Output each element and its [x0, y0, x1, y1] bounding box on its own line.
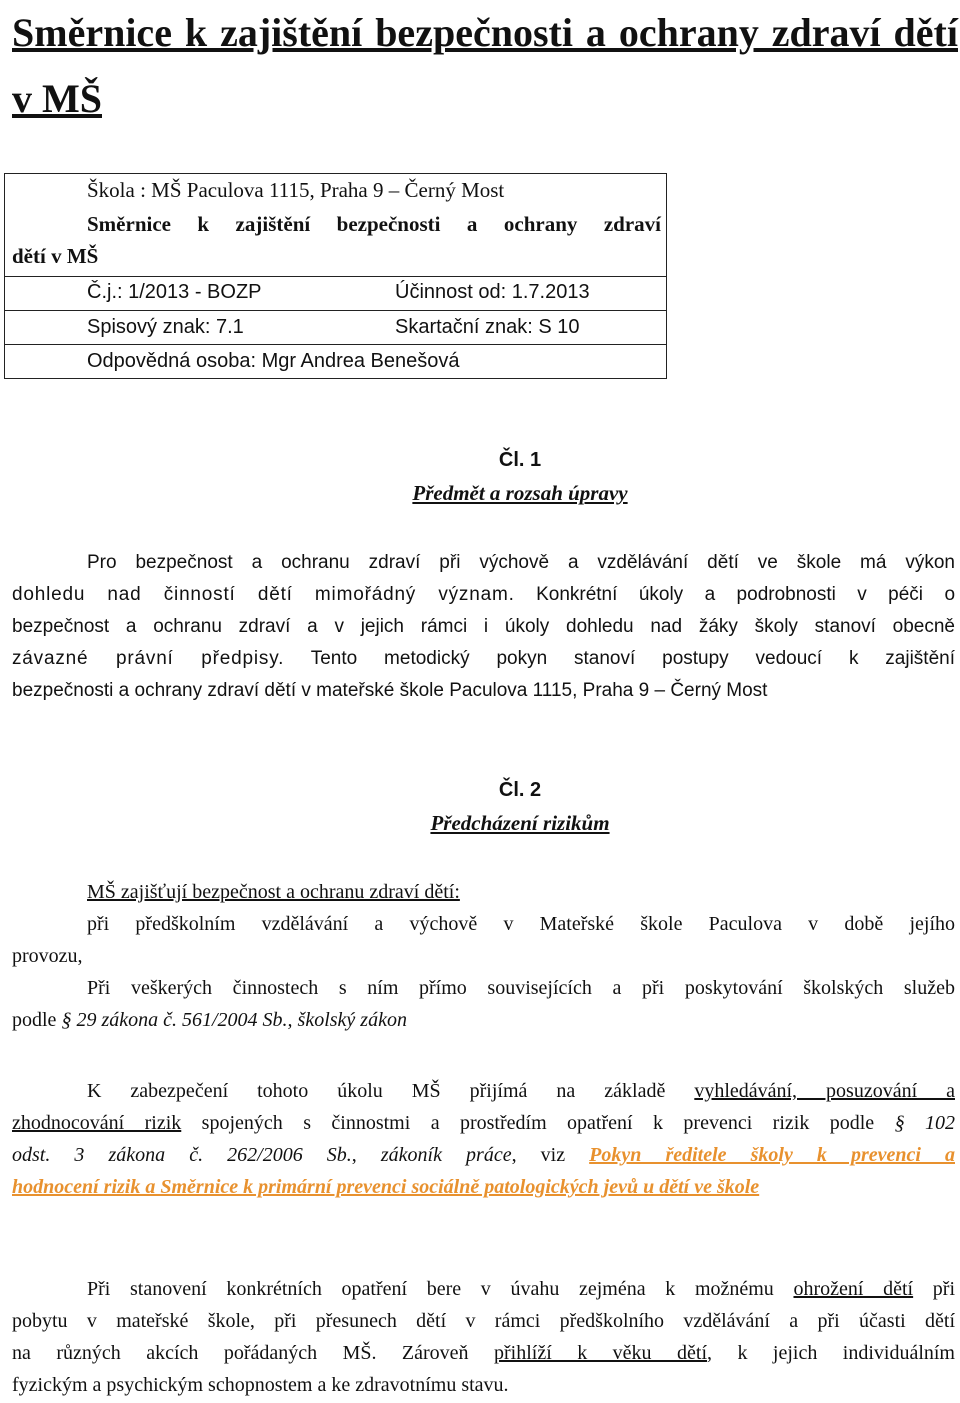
- text-span: při: [913, 1278, 956, 1300]
- text-line: [12, 579, 955, 611]
- text-span: podle: [12, 1009, 62, 1031]
- text-span: zákoník práce: [380, 1144, 512, 1166]
- text-line: [12, 1107, 955, 1139]
- text-span: Konkrétní úkoly a podrobnosti v péči o: [536, 584, 956, 605]
- article-1-paragraph: [12, 547, 955, 707]
- text-line: [12, 1004, 955, 1036]
- article-2-paragraph-3: [12, 1273, 955, 1401]
- text-span: , k jejich individuálním: [707, 1342, 955, 1364]
- law-reference: § 29 zákona č. 561/2004 Sb.: [61, 1009, 288, 1031]
- file-mark: Spisový znak: 7.1: [87, 316, 244, 338]
- text-span: K zabezpečení tohoto úkolu MŠ přijímá na základě: [87, 1080, 695, 1102]
- text-span: Při stanovení konkrétních opatření bere v úvahu zejména k možnému: [87, 1278, 794, 1300]
- text-span: Tento metodický pokyn stanoví postupy vedoucí k zajištění: [310, 648, 955, 669]
- article-2-paragraph-1: [12, 876, 955, 1036]
- text-line: [12, 1171, 955, 1203]
- text-span: závazné právní předpisy.: [12, 648, 285, 669]
- intro-line: MŠ zajišťují bezpečnost a ochranu zdraví dětí:: [87, 881, 460, 903]
- text-line: při předškolním vzdělávání a výchově v Mateřské škole Paculova v době jejího: [87, 913, 955, 935]
- guideline-link-continued[interactable]: hodnocení rizik a Směrnice k primární prevenci sociálně patologických jevů u dětí ve škole: [12, 1176, 760, 1198]
- law-reference: odst. 3 zákona č. 262/2006 Sb.: [12, 1144, 352, 1166]
- text-span: přihlíží k věku dětí: [494, 1342, 707, 1364]
- responsible-person: Odpovědná osoba: Mgr Andrea Benešová: [87, 350, 460, 372]
- text-span: na různých akcích pořádaných MŠ. Zároveň: [12, 1342, 495, 1364]
- text-line: provozu,: [12, 945, 83, 967]
- school-line: Škola : MŠ Paculova 1115, Praha 9 – Černý Most: [87, 178, 505, 202]
- article-2-number: Čl. 2: [498, 779, 542, 801]
- shredding-mark: Skartační znak: S 10: [395, 316, 580, 338]
- text-line: [12, 643, 955, 675]
- text-span: , viz: [511, 1144, 590, 1166]
- article-1-heading: Předmět a rozsah úpravy: [412, 481, 628, 505]
- text-line: bezpečnost a ochranu zdraví a v jejich rámci i úkoly dohledu nad žáky školy stanoví obecně: [12, 616, 955, 637]
- article-1-number: Čl. 1: [498, 449, 542, 471]
- document-title: Směrnice k zajištění bezpečnosti a ochrany zdraví dětí v MŠ: [12, 10, 958, 121]
- effective-date: Účinnost od: 1.7.2013: [395, 281, 590, 303]
- reference-number: Č.j.: 1/2013 - BOZP: [87, 281, 262, 303]
- text-line: bezpečnosti a ochrany zdraví dětí v mateřské škole Paculova 1115, Praha 9 – Černý Most: [12, 680, 768, 701]
- text-span: zhodnocování rizik: [12, 1112, 182, 1134]
- text-span: ,: [351, 1144, 381, 1166]
- article-2-paragraph-2: [12, 1075, 955, 1203]
- guideline-link[interactable]: Pokyn ředitele školy k prevenci a: [589, 1144, 955, 1166]
- text-span: vyhledávání, posuzování a: [694, 1080, 955, 1102]
- text-line: Pro bezpečnost a ochranu zdraví při výchově a vzdělávání dětí ve škole má výkon: [87, 552, 955, 573]
- text-span: ohrožení dětí: [793, 1278, 914, 1300]
- text-span: spojených s činnostmi a prostředím opatření k prevenci rizik podle: [181, 1112, 895, 1134]
- text-span: dohledu nad činností dětí mimořádný význam.: [12, 584, 515, 605]
- text-line: pobytu v mateřské škole, při přesunech dětí v rámci předškolního vzdělávání a při účasti dětí: [12, 1310, 955, 1332]
- article-2-heading: Předcházení rizikům: [430, 811, 610, 835]
- text-line: [12, 1075, 955, 1107]
- text-line: Při veškerých činnostech s ním přímo souvisejících a při poskytování školských služeb: [87, 977, 955, 999]
- directive-name-line2: dětí v MŠ: [12, 244, 99, 268]
- text-line: [12, 1337, 955, 1369]
- text-line: [12, 1139, 955, 1171]
- directive-name-line1: Směrnice k zajištění bezpečnosti a ochrany zdraví: [87, 212, 661, 236]
- law-reference: § 102: [894, 1112, 956, 1134]
- text-line: fyzickým a psychickým schopnostem a ke zdravotnímu stavu.: [12, 1374, 509, 1396]
- directive-info-box: [4, 173, 667, 379]
- text-line: [12, 1273, 955, 1305]
- text-span: , školský zákon: [287, 1009, 407, 1031]
